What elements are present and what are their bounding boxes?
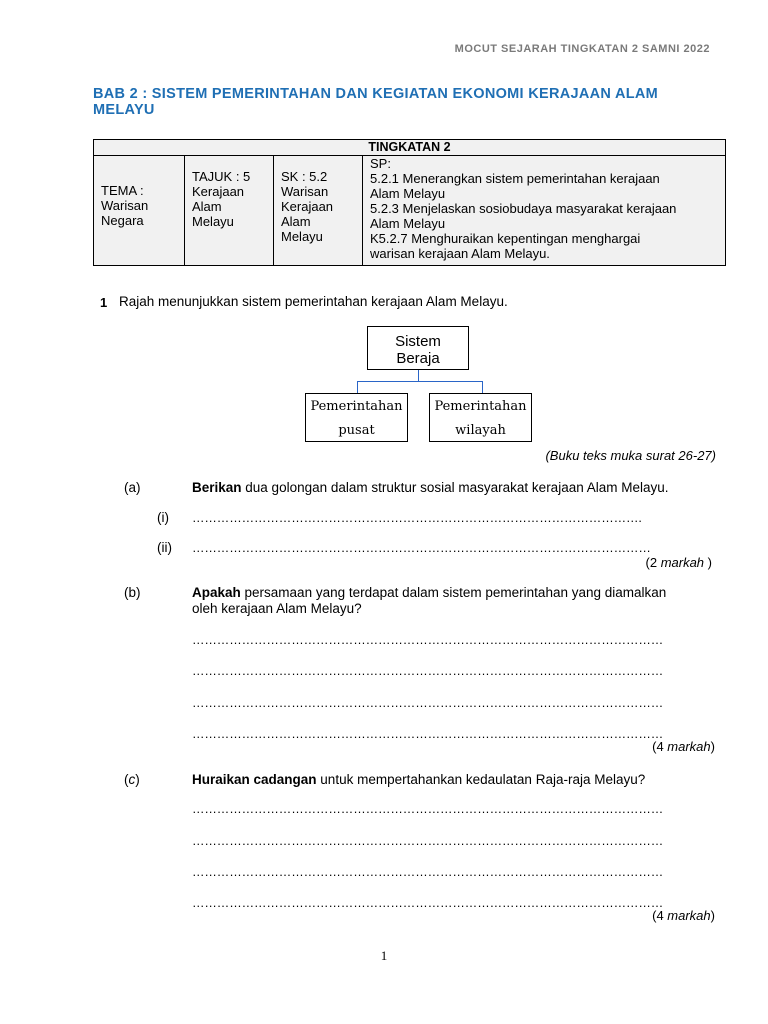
part-b-question: Apakah persamaan yang terdapat dalam sistem pemerintahan yang diamalkan oleh kerajaan Alam Melayu?	[192, 585, 667, 616]
diagram-box-sistem-beraja: Sistem Beraja	[367, 326, 469, 370]
part-b-label: (b)	[124, 585, 141, 600]
answer-line-c-2[interactable]: ……………………………………………………………………………………………………	[192, 834, 664, 848]
answer-line-b-1[interactable]: ……………………………………………………………………………………………………	[192, 633, 664, 647]
connector-right	[482, 381, 483, 393]
part-a-sub-i-label: (i)	[157, 510, 169, 525]
chapter-title: BAB 2 : SISTEM PEMERINTAHAN DAN KEGIATAN EKONOMI KERAJAAN ALAM MELAYU	[93, 86, 659, 118]
connector-vertical	[418, 370, 419, 381]
connector-left	[357, 381, 358, 393]
part-a-sub-ii-label: (ii)	[157, 540, 172, 555]
answer-line-c-4[interactable]: ……………………………………………………………………………………………………	[192, 896, 664, 910]
sp-cell: SP: 5.2.1 Menerangkan sistem pemerintahan kerajaan Alam Melayu 5.2.3 Menjelaskan sosiobudaya masyarakat kerajaan Alam Melayu K5.2.7 Menghuraikan kepentingan menghargai warisan kerajaan Alam Melayu.	[363, 156, 726, 266]
answer-line-c-3[interactable]: ……………………………………………………………………………………………………	[192, 865, 664, 879]
document-header: MOCUT SEJARAH TINGKATAN 2 SAMNI 2022	[454, 43, 710, 55]
diagram-box-pemerintahan-wilayah: Pemerintahan wilayah	[429, 393, 532, 442]
answer-line-c-1[interactable]: ……………………………………………………………………………………………………	[192, 802, 664, 816]
part-a-question: Berikan dua golongan dalam struktur sosial masyarakat kerajaan Alam Melayu.	[192, 480, 669, 495]
part-c-question: Huraikan cadangan untuk mempertahankan kedaulatan Raja-raja Melayu?	[192, 772, 646, 787]
marks-a: (2 markah )	[645, 555, 712, 570]
source-reference: (Buku teks muka surat 26-27)	[545, 448, 716, 463]
tema-cell: TEMA : Warisan Negara	[94, 156, 185, 266]
tajuk-cell: TAJUK : 5 Kerajaan Alam Melayu	[185, 156, 274, 266]
answer-line-b-4[interactable]: ……………………………………………………………………………………………………	[192, 727, 664, 741]
marks-c: (4 markah)	[652, 908, 715, 923]
answer-line-a-ii[interactable]: …………………………………………………………………………………………………	[192, 541, 651, 555]
diagram-box-pemerintahan-pusat: Pemerintahan pusat	[305, 393, 408, 442]
answer-line-b-2[interactable]: ……………………………………………………………………………………………………	[192, 664, 664, 678]
page-number: 1	[380, 948, 388, 963]
table-heading: TINGKATAN 2	[94, 140, 726, 156]
answer-line-b-3[interactable]: ……………………………………………………………………………………………………	[192, 696, 664, 710]
answer-line-a-i[interactable]: ……………………………………………………………………………………………….	[192, 511, 642, 525]
question-number: 1	[100, 295, 108, 310]
connector-horizontal	[357, 381, 483, 382]
question-stem: Rajah menunjukkan sistem pemerintahan kerajaan Alam Melayu.	[119, 294, 508, 309]
sk-cell: SK : 5.2 Warisan Kerajaan Alam Melayu	[274, 156, 363, 266]
part-c-label: (c)	[124, 772, 140, 787]
curriculum-table	[93, 139, 726, 266]
marks-b: (4 markah)	[652, 739, 715, 754]
part-a-label: (a)	[124, 480, 141, 495]
